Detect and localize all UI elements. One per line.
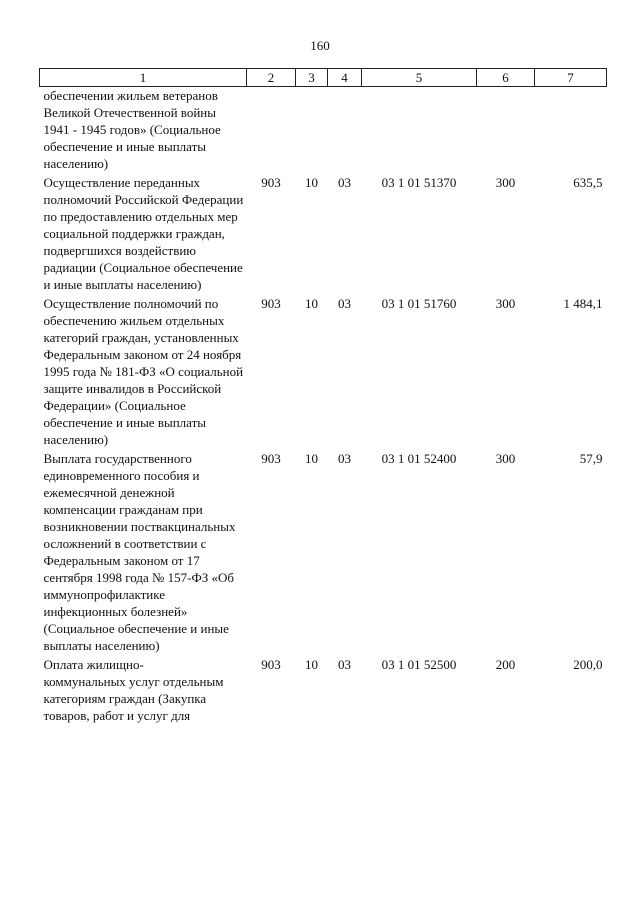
row-target: 03 1 01 52500 [381, 657, 457, 672]
table-row [40, 87, 607, 175]
header-col-6: 6 [477, 69, 535, 87]
table-row [40, 450, 607, 656]
row-target: 03 1 01 51370 [381, 175, 457, 190]
row-ministry: 903 [261, 451, 281, 466]
row-section: 10 [305, 657, 318, 672]
row-expense-type: 300 [495, 451, 516, 466]
row-subsection: 03 [338, 175, 351, 190]
row-amount: 1 484,1 [563, 296, 603, 311]
header-col-4: 4 [328, 69, 362, 87]
row-target: 03 1 01 52400 [381, 451, 457, 466]
row-description: Осуществление полномочий по обеспечению жильем отдельных категорий граждан, установленных Федеральным законом от 24 ноября 1995 года № 181-ФЗ «О социальной защите инвалидов в Российской Федерации» (Социальное обеспечение и иные выплаты населению) [43, 296, 244, 447]
row-amount: 635,5 [573, 175, 603, 190]
row-expense-type: 200 [495, 657, 516, 672]
row-expense-type: 300 [495, 296, 516, 311]
row-target: 03 1 01 51760 [381, 296, 457, 311]
budget-table [39, 68, 607, 726]
row-description: Осуществление переданных полномочий Российской Федерации по предоставлению отдельных мер социальной поддержки граждан, подвергшихся воздействию радиации (Социальное обеспечение и иные выплаты населению) [43, 175, 244, 292]
row-description: Выплата государственного единовременного пособия и ежемесячной денежной компенсации гражданам при возникновении поствакцинальных осложнений в соответствии с Федеральным законом от 17 сентября 1998 года № 157-ФЗ «Об иммунопрофилактике инфекционных болезней» (Социальное обеспечение и иные выплаты населению) [43, 451, 236, 653]
row-subsection: 03 [338, 657, 351, 672]
header-col-1: 1 [40, 69, 247, 87]
page-number: 160 [310, 38, 330, 53]
table-row [40, 174, 607, 295]
table-header [40, 69, 607, 87]
row-section [296, 87, 328, 175]
table-row [40, 295, 607, 450]
row-ministry: 903 [261, 175, 281, 190]
header-col-5: 5 [362, 69, 477, 87]
table-row [40, 656, 607, 726]
row-ministry: 903 [261, 657, 281, 672]
row-expense-type: 300 [495, 175, 516, 190]
header-col-2: 2 [247, 69, 296, 87]
row-ministry: 903 [261, 296, 281, 311]
row-target [362, 87, 477, 175]
row-amount [535, 87, 607, 175]
row-description: Оплата жилищно-коммунальных услуг отдельным категориям граждан (Закупка товаров, работ и услуг для [43, 657, 224, 723]
header-col-7: 7 [535, 69, 607, 87]
row-amount: 57,9 [579, 451, 603, 466]
row-section: 10 [305, 451, 318, 466]
row-section: 10 [305, 296, 318, 311]
row-section: 10 [305, 175, 318, 190]
row-amount: 200,0 [573, 657, 603, 672]
row-ministry [247, 87, 296, 175]
row-description: обеспечении жильем ветеранов Великой Отечественной войны 1941 - 1945 годов» (Социальное обеспечение и иные выплаты населению) [43, 88, 221, 171]
row-subsection: 03 [338, 296, 351, 311]
row-expense-type [477, 87, 535, 175]
row-subsection [328, 87, 362, 175]
header-col-3: 3 [296, 69, 328, 87]
row-subsection: 03 [338, 451, 351, 466]
